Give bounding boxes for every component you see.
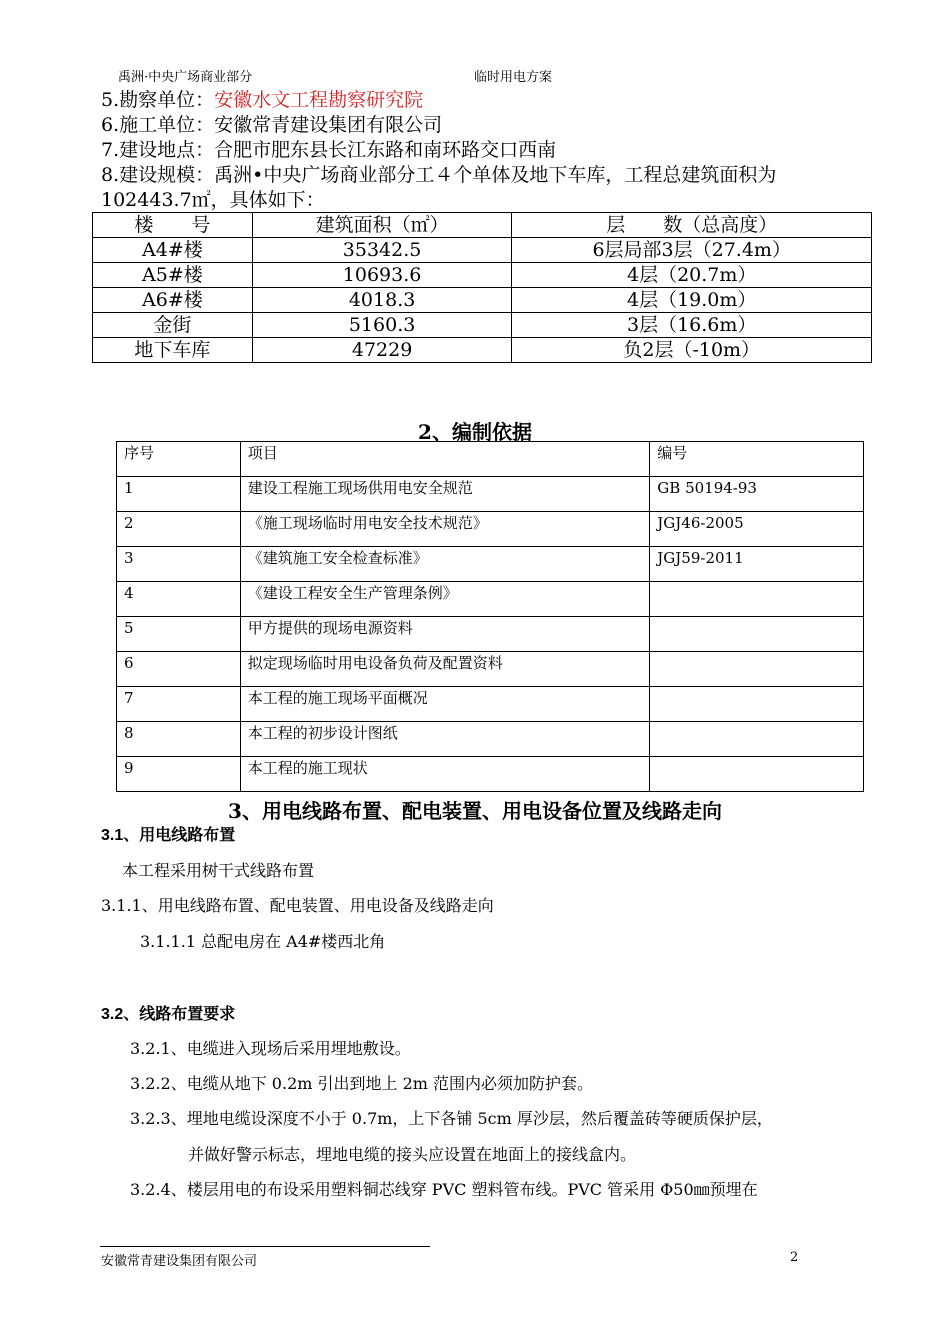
table-cell: [650, 582, 864, 617]
table-row: [117, 617, 864, 652]
table-cell: 5160.3: [252, 313, 512, 338]
header-cell: 建筑面积（㎡）: [252, 213, 512, 238]
table-row: [93, 288, 872, 313]
footer-company: 安徽常青建设集团有限公司: [101, 1254, 258, 1269]
table-cell: 本工程的施工现场平面概况: [240, 687, 650, 722]
basis-table: [116, 441, 864, 792]
s32-item: 3.2.4、楼层用电的布设采用塑料铜芯线穿 PVC 塑料管布线。PVC 管采用 Φ50㎜预埋在: [130, 1180, 758, 1199]
building-table: [92, 212, 872, 363]
table-cell: 本工程的施工现状: [240, 757, 650, 792]
section3-title: 3、用电线路布置、配电装置、用电设备位置及线路走向: [228, 799, 722, 823]
table-cell: [650, 617, 864, 652]
table-cell: [650, 757, 864, 792]
section2-title: 2、编制依据: [418, 420, 532, 444]
header-cell: 编号: [650, 442, 864, 477]
footer-rule: [100, 1246, 430, 1247]
table-cell: 4层（19.0m）: [512, 288, 872, 313]
header-cell: 层 数（总高度）: [512, 213, 872, 238]
s31-p2: 3.1.1、用电线路布置、配电装置、用电设备及线路走向: [101, 896, 494, 915]
table-cell: [650, 722, 864, 757]
table-cell: 甲方提供的现场电源资料: [240, 617, 650, 652]
survey-value: 安徽水文工程勘察研究院: [214, 89, 424, 111]
table-cell: A6#楼: [93, 288, 253, 313]
table-cell: 《建设工程安全生产管理条例》: [240, 582, 650, 617]
s32-item: 3.2.1、电缆进入现场后采用埋地敷设。: [130, 1039, 411, 1058]
s31-p3: 3.1.1.1 总配电房在 A4#楼西北角: [140, 932, 386, 951]
table-cell: GB 50194-93: [650, 477, 864, 512]
info-scale-line1: 8.建设规模：禹洲•中央广场商业部分工４个单体及地下车库，工程总建筑面积为: [101, 164, 777, 186]
table-row: [117, 477, 864, 512]
table-row: [117, 652, 864, 687]
table-cell: 35342.5: [252, 238, 512, 263]
s32-item: 并做好警示标志，埋地电缆的接头应设置在地面上的接线盒内。: [188, 1145, 637, 1164]
table-header-row: [117, 442, 864, 477]
s31-p1: 本工程采用树干式线路布置: [122, 861, 315, 880]
s31-title: 3.1、用电线路布置: [101, 827, 236, 844]
s32-title: 3.2、线路布置要求: [101, 1006, 236, 1023]
table-cell: 10693.6: [252, 263, 512, 288]
table-cell: A4#楼: [93, 238, 253, 263]
table-row: [93, 338, 872, 363]
table-cell: JGJ46-2005: [650, 512, 864, 547]
table-row: [93, 263, 872, 288]
table-cell: A5#楼: [93, 263, 253, 288]
table-row: [93, 238, 872, 263]
table-cell: 本工程的初步设计图纸: [240, 722, 650, 757]
header-left: 禹洲·中央广场商业部分: [118, 70, 253, 85]
table-cell: 47229: [252, 338, 512, 363]
header-cell: 项目: [240, 442, 650, 477]
table-cell: 6层局部3层（27.4m）: [512, 238, 872, 263]
header-cell: 楼 号: [93, 213, 253, 238]
table-cell: 9: [117, 757, 241, 792]
s32-item: 3.2.2、电缆从地下 0.2m 引出到地上 2m 范围内必须加防护套。: [130, 1074, 594, 1093]
table-row: [117, 757, 864, 792]
table-row: [117, 512, 864, 547]
table-cell: 1: [117, 477, 241, 512]
s32-item: 3.2.3、埋地电缆设深度不小于 0.7m，上下各铺 5cm 厚沙层，然后覆盖砖等硬质保护层，: [130, 1109, 773, 1128]
table-cell: 负2层（-10m）: [512, 338, 872, 363]
table-cell: 《建筑施工安全检查标准》: [240, 547, 650, 582]
table-row: [117, 687, 864, 722]
info-scale-line2: 102443.7㎡，具体如下：: [101, 189, 325, 211]
table-cell: 4: [117, 582, 241, 617]
table-row: [117, 547, 864, 582]
table-cell: [650, 652, 864, 687]
table-row: [117, 722, 864, 757]
info-location: 7.建设地点：合肥市肥东县长江东路和南环路交口西南: [101, 139, 557, 161]
info-survey: [101, 88, 423, 113]
header-cell: 序号: [117, 442, 241, 477]
header-center: 临时用电方案: [474, 70, 553, 85]
table-cell: JGJ59-2011: [650, 547, 864, 582]
table-header-row: [93, 213, 872, 238]
table-cell: 金街: [93, 313, 253, 338]
table-cell: 6: [117, 652, 241, 687]
table-cell: 建设工程施工现场供用电安全规范: [240, 477, 650, 512]
table-cell: 4层（20.7m）: [512, 263, 872, 288]
survey-label: 5.勘察单位：: [101, 89, 215, 111]
table-cell: 4018.3: [252, 288, 512, 313]
table-cell: 7: [117, 687, 241, 722]
table-cell: 3: [117, 547, 241, 582]
page-number: 2: [790, 1250, 799, 1265]
table-cell: 5: [117, 617, 241, 652]
table-cell: 2: [117, 512, 241, 547]
table-row: [93, 313, 872, 338]
table-cell: 地下车库: [93, 338, 253, 363]
table-row: [117, 582, 864, 617]
table-cell: 3层（16.6m）: [512, 313, 872, 338]
table-cell: 《施工现场临时用电安全技术规范》: [240, 512, 650, 547]
table-cell: [650, 687, 864, 722]
table-cell: 拟定现场临时用电设备负荷及配置资料: [240, 652, 650, 687]
info-construction: 6.施工单位：安徽常青建设集团有限公司: [101, 114, 443, 136]
table-cell: 8: [117, 722, 241, 757]
